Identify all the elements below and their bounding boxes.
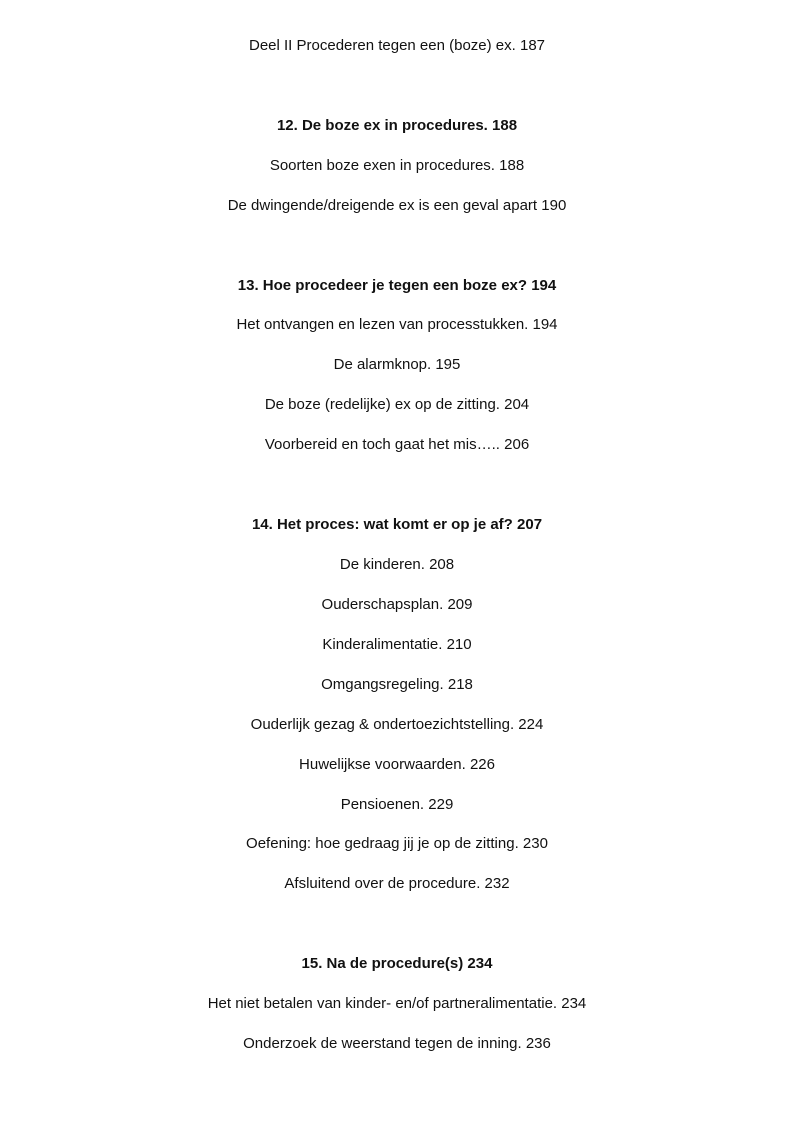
toc-entry: Onderzoek de weerstand tegen de inning. 236 <box>243 1035 551 1052</box>
toc-entry: Soorten boze exen in procedures. 188 <box>269 157 525 174</box>
toc-entry: De alarmknop. 195 <box>333 356 461 373</box>
toc-chapter-15-title: 15. Na de procedure(s) 234 <box>301 955 493 972</box>
toc-entry: Huwelijkse voorwaarden. 226 <box>299 756 495 773</box>
toc-entry: Voorbereid en toch gaat het mis….. 206 <box>264 436 530 453</box>
toc-entry: De kinderen. 208 <box>339 556 455 573</box>
toc-entry: Afsluitend over de procedure. 232 <box>284 875 510 892</box>
toc-entry: Het niet betalen van kinder- en/of partneralimentatie. 234 <box>207 995 587 1012</box>
toc-chapter-12-title: 12. De boze ex in procedures. 188 <box>276 117 518 134</box>
toc-entry: Oefening: hoe gedraag jij je op de zitting. 230 <box>246 835 548 852</box>
toc-chapter-14-title: 14. Het proces: wat komt er op je af? 207 <box>251 516 543 533</box>
toc-entry: De boze (redelijke) ex op de zitting. 204 <box>264 396 530 413</box>
toc-chapter-13-title: 13. Hoe procedeer je tegen een boze ex? 194 <box>237 277 557 294</box>
toc-entry: Pensioenen. 229 <box>340 796 454 813</box>
toc-entry: Ouderschapsplan. 209 <box>321 596 473 613</box>
toc-part-heading: Deel II Procederen tegen een (boze) ex. 187 <box>248 37 546 54</box>
toc-entry: Omgangsregeling. 218 <box>321 676 473 693</box>
toc-entry: Ouderlijk gezag & ondertoezichtstelling. 224 <box>250 716 544 733</box>
toc-entry: Kinderalimentatie. 210 <box>322 636 472 653</box>
toc-entry: Het ontvangen en lezen van processtukken. 194 <box>236 316 558 333</box>
toc-entry: De dwingende/dreigende ex is een geval apart 190 <box>227 197 567 214</box>
